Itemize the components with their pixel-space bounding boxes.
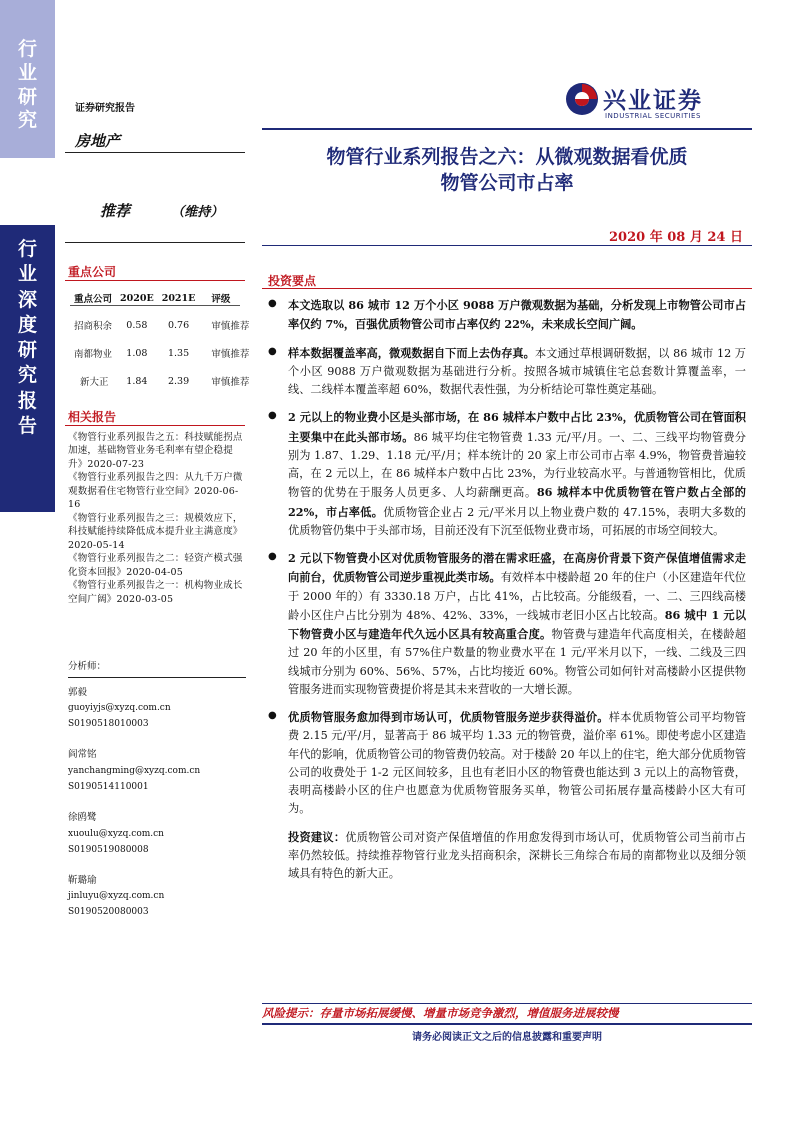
page-title: [262, 145, 752, 196]
related-report-link[interactable]: 《物管行业系列报告之三：规模效应下，科技赋能持续降低成本提升业主满意度》2020-05-14: [68, 512, 243, 551]
rating-status: （维持）: [171, 205, 224, 220]
related-report-link[interactable]: 《物管行业系列报告之二：轻资产模式强化资本回报》2020-04-05: [68, 553, 243, 578]
highlight-text: 优质物管企业占 2 元/平米月以上物业费户数的 47.15%，表明大多数的优质物管仍集中于头部市场，目前还没有下沉至低物业费市场，可拓展的市场空间较大。: [288, 505, 746, 537]
divider: [65, 425, 245, 426]
advice-label: 投资建议：: [288, 829, 346, 844]
analyst-license-id: S0190519080008: [68, 844, 149, 855]
highlight-item: [268, 708, 746, 819]
highlight-item: [268, 344, 746, 400]
bullet-icon: ●: [268, 298, 277, 309]
analyst-name: 阎常铭: [68, 749, 97, 761]
highlight-bold: 2 元以上的物业费小区是头部市场，在 86 城样本户数中占比 23%，优质物管公司在管面积主要集中在此头部市场。: [288, 410, 746, 444]
analyst-license-id: S0190520080003: [68, 907, 149, 918]
table-row: [70, 339, 253, 367]
key-companies-heading: 重点公司: [68, 265, 117, 279]
logo-mark-icon: [565, 82, 599, 116]
table-cell: 审慎推荐: [211, 377, 250, 388]
divider: [65, 242, 245, 243]
logo-text-cn: 兴业证券: [603, 88, 703, 114]
divider: [262, 245, 752, 246]
table-divider: [70, 305, 240, 306]
highlight-bold: 样本数据覆盖率高，微观数据自下而上去伪存真。: [288, 345, 535, 360]
title-line-2: 物管公司市占率: [440, 171, 574, 194]
related-reports-heading: 相关报告: [68, 410, 117, 424]
table-row: [70, 367, 253, 395]
highlight-text: 物管费与建造年代高度相关，在楼龄超过 20 年的小区里，有 57%住户数量的物业费水平在 1 元/平米月以下，一线、二线及三四线城市分别为 60%、56%、57%，占比均接近 60%。物管公司如何针对高楼龄小区提供物管服务进而实现物管费提价将是其未来营收的一大增长源。: [288, 628, 746, 696]
highlights-list: [268, 296, 746, 883]
table-header-cell: 2021E: [161, 292, 196, 304]
divider: [262, 1003, 752, 1004]
table-cell: 0.58: [126, 319, 148, 331]
highlight-text: 本文通过草根调研数据，以 86 城市 12 万个小区 9088 万户微观数据为基础进行分析。按照各城市城镇住宅总套数计算覆盖率，一线、二线样本覆盖率超 60%，数据代表性强，为分析结论可靠性奠定基础。: [288, 346, 746, 396]
table-header-row: [70, 291, 253, 311]
table-cell: 新大正: [80, 377, 109, 388]
highlight-bold: 优质物管服务愈加得到市场认可，优质物管服务逆步获得溢价。: [288, 710, 609, 724]
company-logo: [565, 82, 725, 122]
analyst-email[interactable]: xuoulu@xyzq.com.cn: [68, 828, 164, 839]
logo-text-en: INDUSTRIAL SECURITIES: [605, 112, 701, 120]
table-cell: 1.84: [126, 375, 148, 387]
analyst-card: [68, 748, 246, 795]
highlight-item: [268, 296, 746, 335]
analyst-card: [68, 811, 246, 858]
sidebar-category-label: 行 业 研 究: [17, 38, 37, 132]
sector-label: 房地产: [75, 132, 121, 150]
highlight-text: 样本优质物管公司平均物管费 2.15 元/平/月，显著高于 86 城平均 1.33 元的物管费，溢价率 61%。即使考虑小区建造年代的影响，优质物管公司的物管费仍较高。对于楼龄 20 年以上的住宅，绝大部分优质物管公司的收费处于 1-2 元区间较多，且也有老旧小区的物管费也能达到 3 元以上的高物管费，表明高楼龄小区的住户也愿意为优质物管服务买单，物管公司拓展存量高楼龄小区大有可为。: [288, 711, 746, 816]
analyst-email[interactable]: yanchangming@xyzq.com.cn: [68, 766, 201, 777]
table-header-cell: 评级: [211, 294, 231, 305]
highlight-item: [268, 408, 746, 540]
highlight-text: 86 城平均住宅物管费 1.33 元/平/月。一、二、三线平均物管费分别为 1.87、1.29、1.18 元/平/月；样本统计的 20 家上市公司市占率 4.9%，物管费普遍较高，在 2 元以上，在 86 城样本户数中占比 23%，为行业较高水平。与普通物管相比，优质物管的优势在于服务人员更多、人均薪酬更高。: [288, 430, 746, 500]
related-report-link[interactable]: 《物管行业系列报告之一：机构物业成长空间广阔》2020-03-05: [68, 580, 243, 605]
table-cell: 2.39: [167, 375, 190, 387]
table-cell: 1.08: [126, 347, 148, 359]
recommendation: [100, 200, 223, 221]
key-companies-table: [70, 291, 253, 395]
header-divider: [262, 128, 752, 130]
analyst-name: 靳璐瑜: [68, 874, 97, 886]
table-cell: 南都物业: [74, 349, 113, 360]
analysts-heading: 分析师：: [68, 661, 107, 672]
table-row: [70, 311, 253, 339]
title-line-1: 物管行业系列报告之六：从微观数据看优质: [326, 146, 688, 168]
advice-text: 优质物管公司对资产保值增值的作用愈发得到市场认可，优质物管公司当前市占率仍然较低。持续推荐物管行业龙头招商积余，深耕长三角综合布局的南都物业以及细分领域具有特色的新大正。: [288, 830, 746, 880]
risk-warning: 风险提示：存量市场拓展缓慢、增量市场竞争激烈，增值服务进展较慢: [262, 1006, 619, 1020]
analysts-section: [68, 660, 246, 936]
analyst-license-id: S0190514110001: [68, 781, 149, 792]
report-date: 2020 年 08 月 24 日: [609, 230, 743, 245]
sidebar-report-type-tab: [0, 225, 55, 512]
divider: [65, 152, 245, 153]
bullet-icon: ●: [268, 551, 277, 562]
sidebar-category-tab: [0, 0, 55, 158]
table-cell: 1.35: [167, 347, 190, 359]
table-header-cell: 重点公司: [74, 294, 113, 305]
related-report-link[interactable]: 《物管行业系列报告之四：从九千万户微观数据看住宅物管行业空间》2020-06-16: [68, 472, 243, 511]
highlights-heading: 投资要点: [268, 274, 317, 288]
report-type-label: 证券研究报告: [75, 103, 135, 114]
highlight-bold: 本文选取以 86 城市 12 万个小区 9088 万户微观数据为基础，分析发现上市物管公司市占率仅约 7%，百强优质物管公司市占率仅约 22%，未来成长空间广阔。: [288, 298, 746, 332]
table-cell: 招商积余: [74, 321, 113, 332]
sidebar-report-type-label: 行 业 深 度 研 究 报 告: [17, 238, 37, 437]
highlight-text: 有效样本中楼龄超 20 年的住户（小区建造年代位于 2000 年的）有 3330.18 万户，占比 41%，占比较高。分能级看，一、二、三四线高楼龄小区住户占比分别为 48%、42%、33%，一线城市老旧小区占比较高。: [288, 571, 746, 622]
highlight-item: [268, 549, 746, 699]
table-cell: 0.76: [167, 319, 190, 331]
bullet-icon: ●: [268, 710, 277, 721]
analyst-email[interactable]: jinluyu@xyzq.com.cn: [68, 891, 165, 902]
table-header-cell: 2020E: [120, 292, 154, 304]
divider: [68, 677, 246, 678]
highlight-bold: 86 城样本中优质物管在管户数占全部的 22%，市占率低。: [288, 485, 746, 519]
table-cell: 审慎推荐: [211, 321, 250, 332]
footer-divider: [262, 1023, 752, 1025]
footer-disclaimer: 请务必阅读正文之后的信息披露和重要声明: [412, 1032, 602, 1043]
investment-advice: [268, 828, 746, 884]
rating-label: 推荐: [100, 202, 131, 220]
bullet-icon: ●: [268, 345, 277, 357]
analyst-email[interactable]: guoyiyjs@xyzq.com.cn: [68, 703, 171, 714]
analyst-name: 郭毅: [68, 686, 88, 698]
analyst-license-id: S0190518010003: [68, 719, 149, 730]
analyst-name: 徐鸥鹭: [68, 811, 97, 823]
related-report-link[interactable]: 《物管行业系列报告之五：科技赋能拐点加速，基础物管业务毛利率有望企稳提升》2020-07-23: [68, 432, 243, 470]
analyst-card: [68, 686, 246, 733]
highlight-bold: 2 元以下物管费小区对优质物管服务的潜在需求旺盛，在高房价背景下资产保值增值需求走向前台，优质物管公司逆步重视此类市场。: [288, 551, 746, 585]
divider: [262, 288, 752, 289]
highlight-bold: 86 城中 1 元以下物管费小区与建造年代久远小区具有较高重合度。: [288, 607, 747, 641]
bullet-icon: ●: [268, 410, 277, 422]
related-reports-list: [68, 431, 246, 606]
divider: [65, 280, 245, 281]
table-cell: 审慎推荐: [211, 349, 250, 360]
analyst-card: [68, 874, 246, 921]
